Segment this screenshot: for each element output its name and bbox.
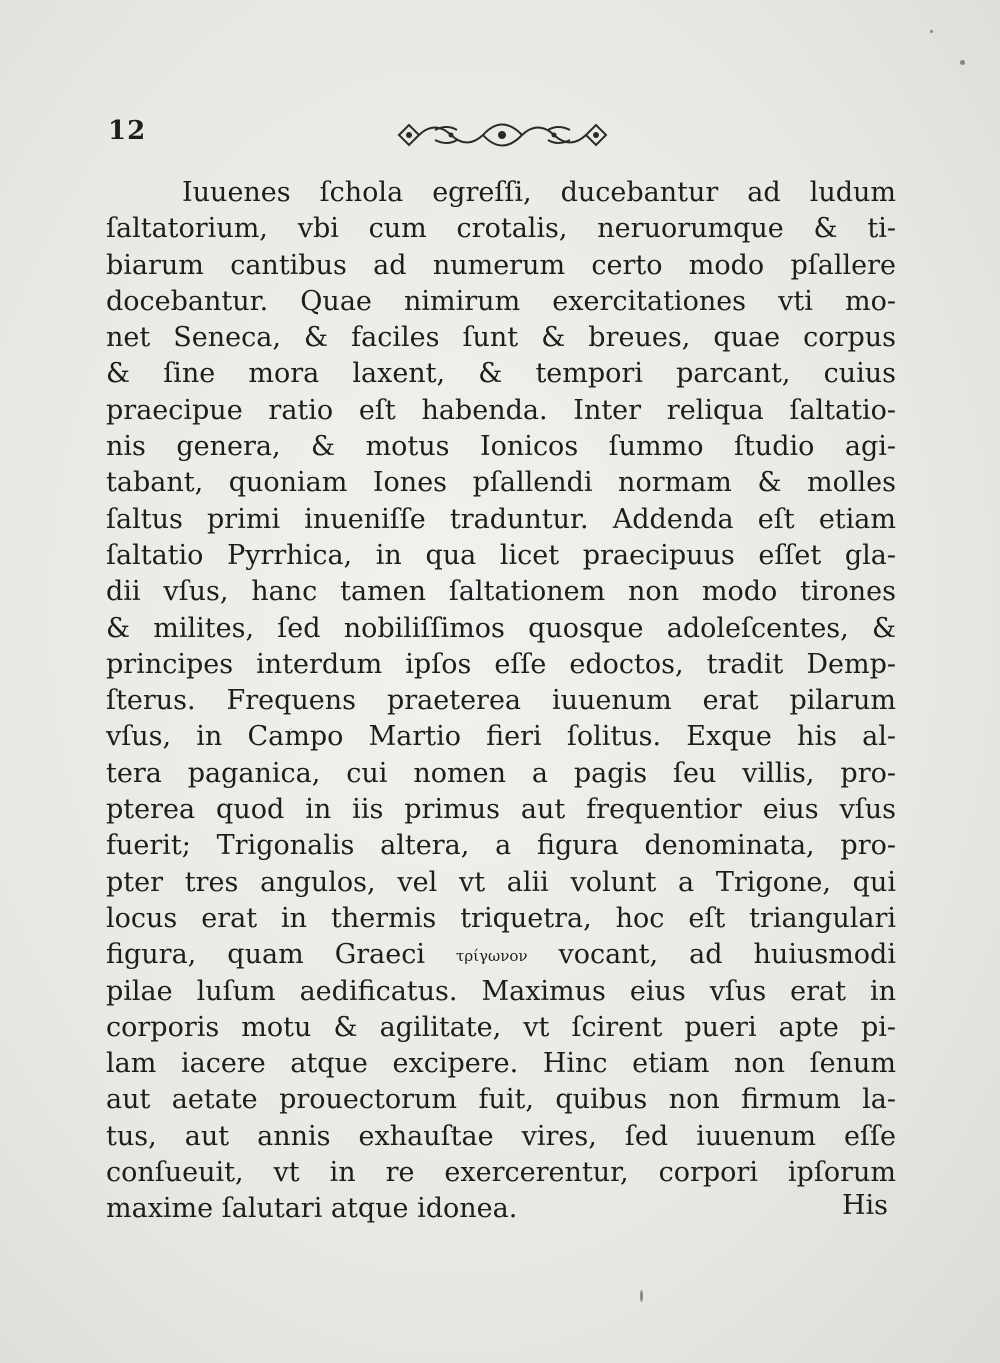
- text-line: principes interdum ipſos eſſe edoctos, tradit Demp-: [106, 648, 896, 680]
- text-segment: figura, quam Graeci: [106, 939, 426, 971]
- catchword: His: [842, 1190, 889, 1221]
- text-line: ſaltus primi inueniſſe traduntur. Addenda eſt etiam: [106, 503, 896, 535]
- text-line: aut aetate prouectorum fuit, quibus non firmum la-: [106, 1084, 896, 1116]
- text-line: & ſine mora laxent, & tempori parcant, cuius: [106, 358, 896, 390]
- text-line: corporis motu & agilitate, vt ſcirent pueri apte pi-: [106, 1011, 896, 1043]
- text-line: locus erat in thermis triquetra, hoc eſt triangulari: [106, 902, 896, 934]
- text-line: docebantur. Quae nimirum exercitationes vti mo-: [106, 285, 896, 317]
- text-line: ſaltatio Pyrrhica, in qua licet praecipuus eſſet gla-: [106, 539, 896, 571]
- text-line: conſueuit, vt in re exercerentur, corpori ipſorum: [106, 1157, 896, 1189]
- text-line: fuerit; Trigonalis altera, a figura denominata, pro-: [106, 830, 896, 862]
- text-line: & milites, ſed nobiliſſimos quosque adoleſcentes, &: [106, 612, 896, 644]
- text-line: net Seneca, & faciles ſunt & breues, quae corpus: [106, 322, 896, 354]
- paper-speck: [640, 1290, 643, 1302]
- text-line: dii vſus, hanc tamen ſaltationem non modo tirones: [106, 576, 896, 608]
- text-line: ſaltatorium, vbi cum crotalis, neruorumque & ti-: [106, 213, 896, 245]
- text-line: biarum cantibus ad numerum certo modo pſallere: [106, 249, 896, 281]
- body-text: [106, 175, 896, 1228]
- text-line: tus, aut annis exhauſtae vires, ſed iuuenum eſſe: [106, 1120, 896, 1152]
- text-line: lam iacere atque excipere. Hinc etiam non ſenum: [106, 1048, 896, 1080]
- text-segment: vocant, ad huiusmodi: [558, 939, 896, 971]
- text-line: tera paganica, cui nomen a pagis ſeu villis, pro-: [106, 757, 896, 789]
- text-line: Iuuenes ſchola egreſſi, ducebantur ad ludum: [182, 177, 896, 208]
- paper-speck: [930, 30, 933, 33]
- text-line: ſterus. Frequens praeterea iuuenum erat pilarum: [106, 685, 896, 717]
- text-line: pter tres angulos, vel vt alii volunt a Trigone, qui: [106, 866, 896, 898]
- greek-word: τρίγωνον: [456, 947, 528, 966]
- paper-speck: [960, 60, 965, 65]
- text-line-greek: [106, 937, 896, 973]
- page-number: 12: [108, 116, 147, 146]
- text-line: pterea quod in iis primus aut frequentior eius vſus: [106, 794, 896, 826]
- text-line: nis genera, & motus Ionicos ſummo ſtudio agi-: [106, 431, 896, 463]
- text-line: tabant, quoniam Iones pſallendi normam & molles: [106, 467, 896, 499]
- text-line: maxime ſalutari atque idonea.: [106, 1193, 518, 1225]
- text-line: vſus, in Campo Martio fieri ſolitus. Exque his al-: [106, 721, 896, 753]
- text-line: pilae luſum aedificatus. Maximus eius vſus erat in: [106, 975, 896, 1007]
- header-ornament: [395, 112, 610, 158]
- text-line: praecipue ratio eſt habenda. Inter reliqua ſaltatio-: [106, 394, 896, 426]
